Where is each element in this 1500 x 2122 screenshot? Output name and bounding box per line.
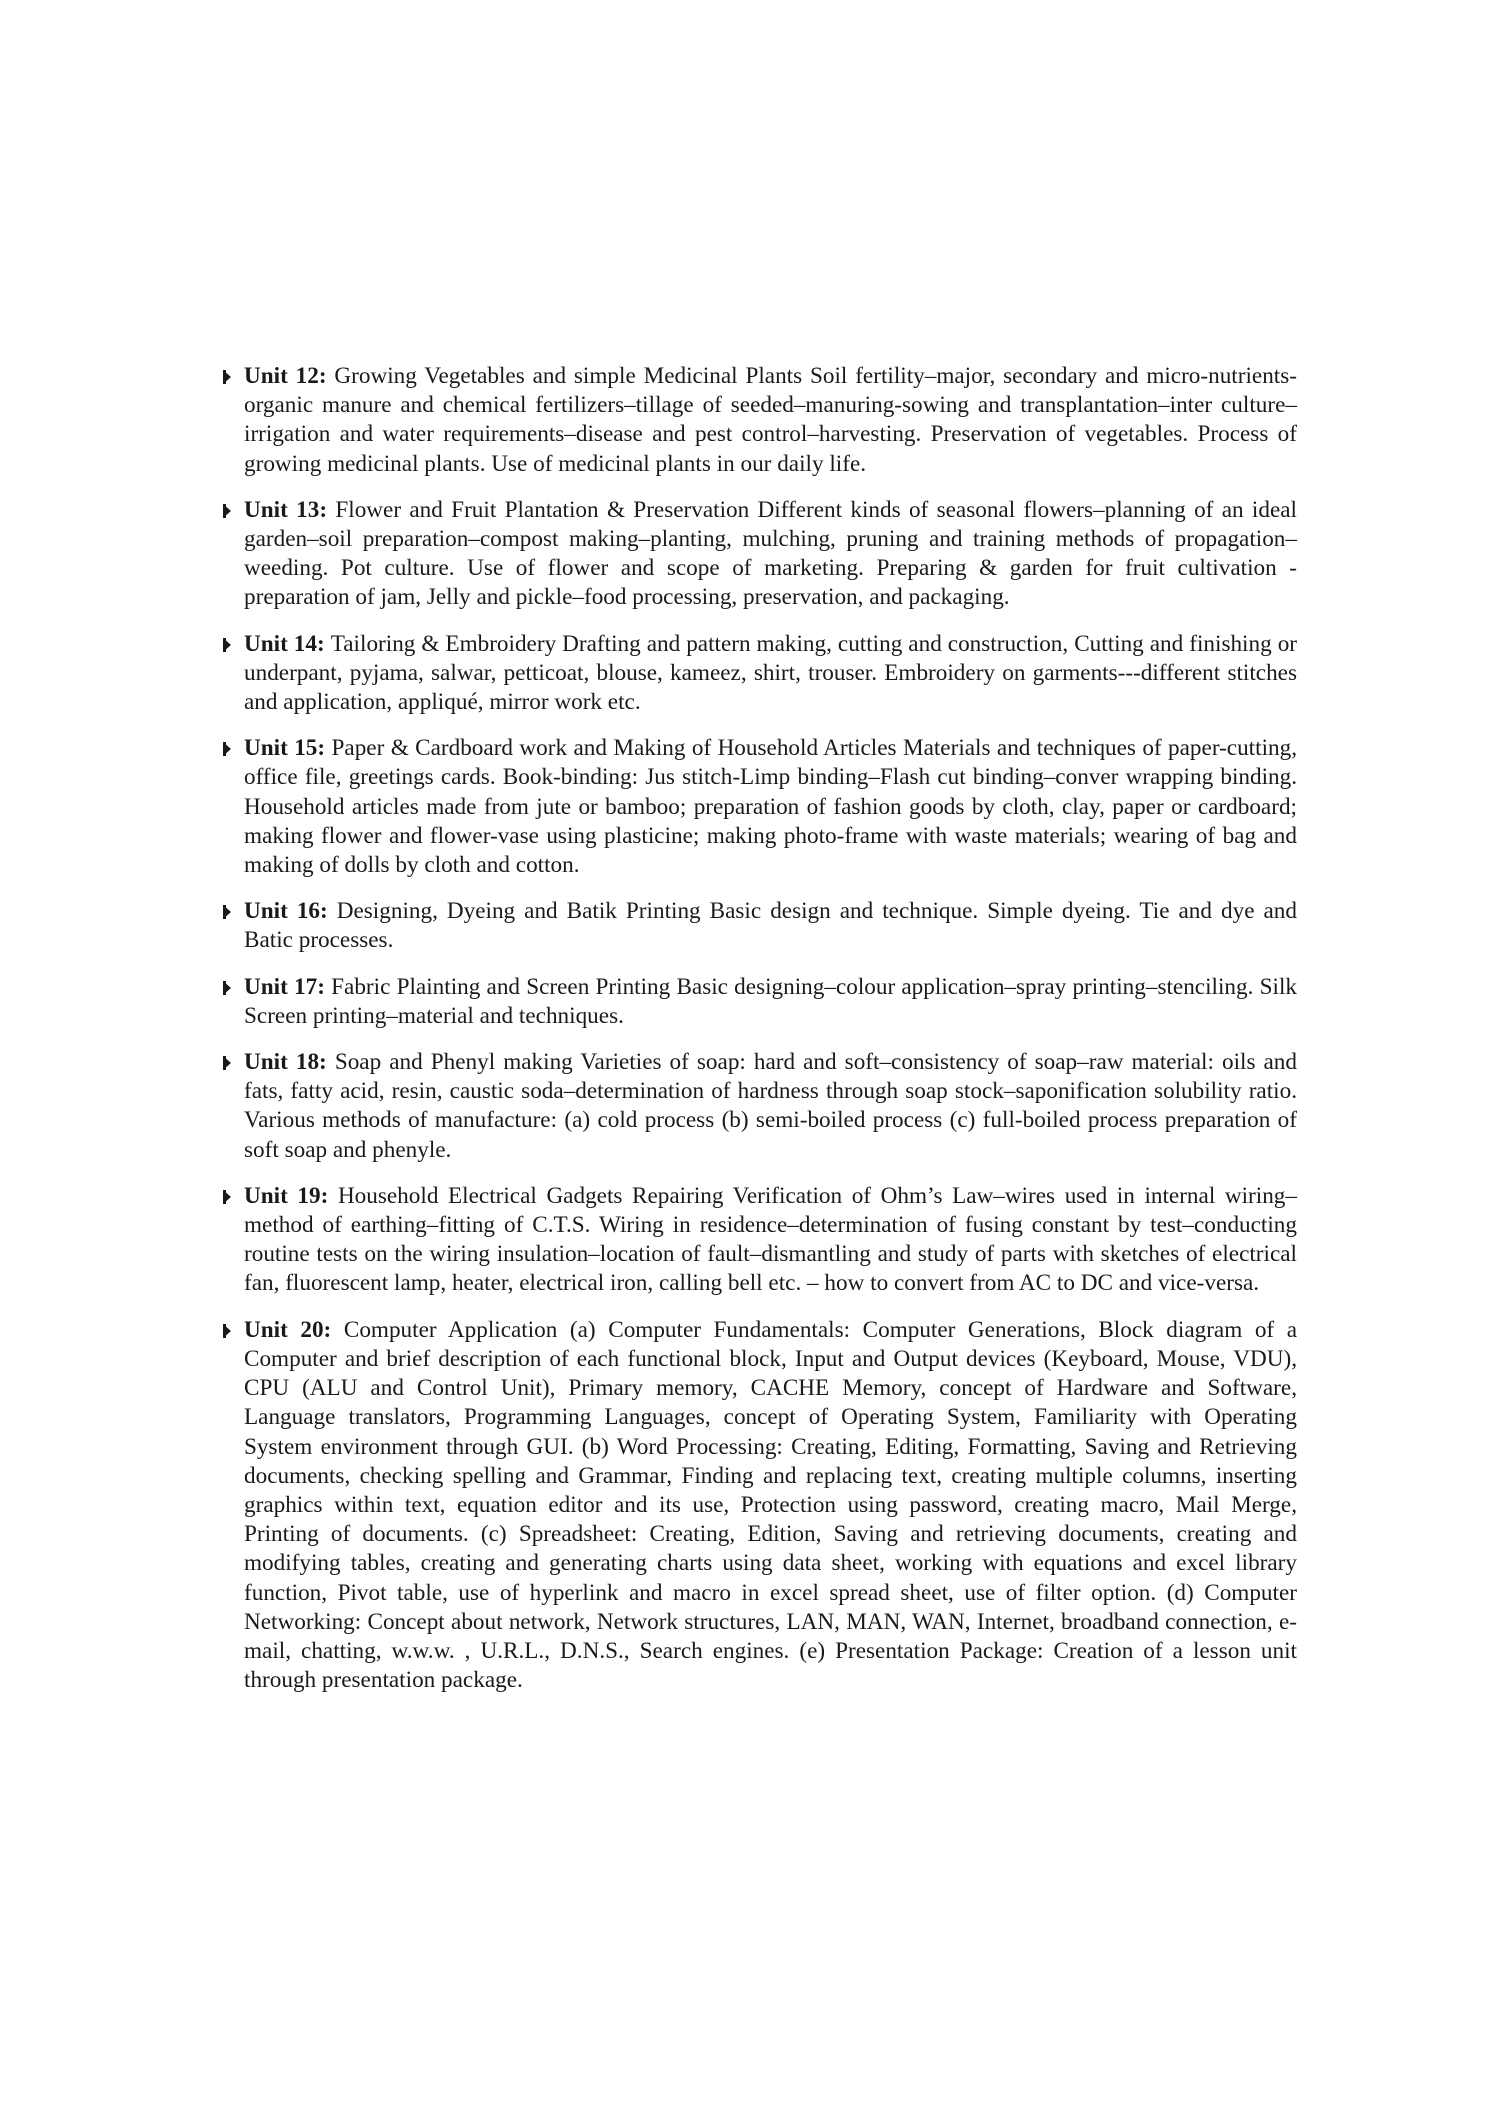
unit-description: Designing, Dyeing and Batik Printing Basic design and technique. Simple dyeing. Tie and dye and Batic processes. [244,898,1297,954]
bullet-icon [223,370,231,384]
bullet-icon [223,1324,231,1338]
unit-label: Unit 17: [244,973,332,1000]
unit-description: Household Electrical Gadgets Repairing Verification of Ohm’s Law–wires used in internal wiring–method of earthing–fitting of C.T.S. Wiring in residence–determination of fusing constant by test–conducting routine tests on the wiring insulation–location of fault–dismantling and study of parts with sketches of electrical fan, fluorescent lamp, heater, electrical iron, calling bell etc. – how to convert from AC to DC and vice-versa. [244,1182,1297,1297]
bullet-icon [223,1056,231,1070]
unit-label: Unit 20: [244,1316,344,1343]
unit-label: Unit 16: [244,898,337,925]
unit-12 [222,362,1297,479]
unit-description: Soap and Phenyl making Varieties of soap: hard and soft–consistency of soap–raw material: oils and fats, fatty acid, resin, caustic soda–determination of hardness through soap stock–saponification solubility ratio. Various methods of manufacture: (a) cold process (b) semi-boiled process (c) full-boiled process preparation of soft soap and phenyle. [244,1049,1297,1163]
bullet-icon [223,905,231,919]
bullet-icon [223,981,231,995]
unit-14 [222,630,1297,718]
bullet-icon [223,1190,231,1204]
unit-19 [222,1182,1297,1299]
unit-16 [222,897,1297,955]
syllabus-page [222,362,1297,1712]
bullet-icon [223,504,231,518]
unit-description: Computer Application (a) Computer Fundamentals: Computer Generations, Block diagram of a Computer and brief description of each functional block, Input and Output devices (Keyboard, Mouse, VDU), CPU (ALU and Control Unit), Primary memory, CACHE Memory, concept of Hardware and Software, Language translators, Programming Languages, concept of Operating System, Familiarity with Operating System environment through GUI. (b) Word Processing: Creating, Editing, Formatting, Saving and Retrieving documents, checking spelling and Grammar, Finding and replacing text, creating multiple columns, inserting graphics within text, equation editor and its use, Protection using password, creating macro, Mail Merge, Printing of documents. (c) Spreadsheet: Creating, Edition, Saving and retrieving documents, creating and modifying tables, creating and generating charts using data sheet, working with equations and excel library function, Pivot table, use of hyperlink and macro in excel spread sheet, use of filter option. (d) Computer Networking: Concept about network, Network structures, LAN, MAN, WAN, Internet, broadband connection, e-mail, chatting, w.w.w. , U.R.L., D.N.S., Search engines. (e) Presentation Package: Creation of a lesson unit through presentation package. [244,1316,1297,1694]
unit-label: Unit 12: [244,363,335,389]
unit-description: Fabric Plainting and Screen Printing Basic designing–colour application–spray printing–stenciling. Silk Screen printing–material and techniques. [244,973,1297,1029]
unit-13 [222,496,1297,613]
bullet-icon [223,742,231,756]
unit-label: Unit 14: [244,630,331,657]
unit-description: Flower and Fruit Plantation & Preservation Different kinds of seasonal flowers–planning of an ideal garden–soil preparation–compost making–planting, mulching, pruning and training methods of propagation–weeding. Pot culture. Use of flower and scope of marketing. Preparing & garden for fruit cultivation - preparation of jam, Jelly and pickle–food processing, preservation, and packaging. [244,496,1297,611]
unit-description: Growing Vegetables and simple Medicinal Plants Soil fertility–major, secondary and micro-nutrients-organic manure and chemical fertilizers–tillage of seeded–manuring-sowing and transplantation–inter culture–irrigation and water requirements–disease and pest control–harvesting. Preservation of vegetables. Process of growing medicinal plants. Use of medicinal plants in our daily life. [244,363,1297,477]
unit-description: Tailoring & Embroidery Drafting and pattern making, cutting and construction, Cutting and finishing or underpant, pyjama, salwar, petticoat, blouse, kameez, shirt, trouser. Embroidery on garments---different stitches and application, appliqué, mirror work etc. [244,630,1298,716]
unit-label: Unit 15: [244,735,332,762]
unit-15 [222,734,1297,880]
unit-description: Paper & Cardboard work and Making of Household Articles Materials and techniques of paper-cutting, office file, greetings cards. Book-binding: Jus stitch-Limp binding–Flash cut binding–conver wrapping binding. Household articles made from jute or bamboo; preparation of fashion goods by cloth, clay, paper or cardboard; making flower and flower-vase using plasticine; making photo-frame with waste materials; wearing of bag and making of dolls by cloth and cotton. [244,735,1297,879]
unit-20 [222,1316,1297,1696]
bullet-icon [223,638,231,652]
unit-label: Unit 19: [244,1182,338,1209]
unit-label: Unit 18: [244,1049,335,1076]
unit-18 [222,1048,1297,1165]
unit-17 [222,973,1297,1031]
unit-label: Unit 13: [244,496,336,523]
